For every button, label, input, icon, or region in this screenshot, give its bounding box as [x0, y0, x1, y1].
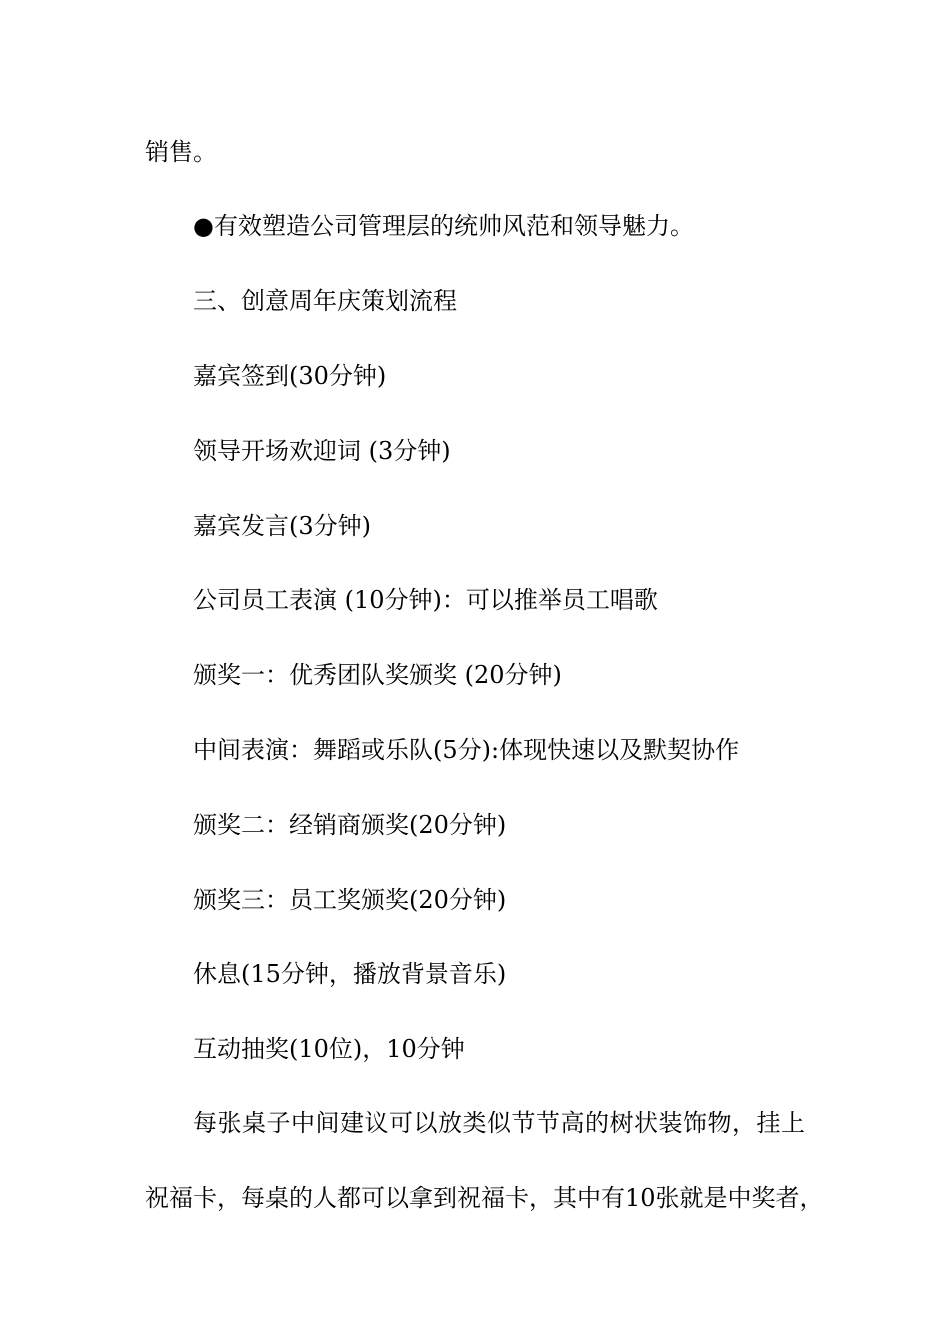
agenda-item-award-three: 颁奖三：员工奖颁奖(20分钟)	[193, 886, 507, 914]
text-line-sales: 销售。	[145, 138, 217, 166]
paragraph-line-2: 祝福卡，每桌的人都可以拿到祝福卡，其中有10张就是中奖者，	[145, 1184, 824, 1212]
bullet-leadership: ●有效塑造公司管理层的统帅风范和领导魅力。	[193, 212, 694, 240]
agenda-item-staff-performance: 公司员工表演 (10分钟)：可以推举员工唱歌	[193, 586, 658, 614]
agenda-item-opening-speech: 领导开场欢迎词 (3分钟)	[193, 437, 451, 465]
agenda-item-award-two: 颁奖二：经销商颁奖(20分钟)	[193, 811, 507, 839]
agenda-item-award-one: 颁奖一：优秀团队奖颁奖 (20分钟)	[193, 661, 562, 689]
agenda-item-checkin: 嘉宾签到(30分钟)	[193, 362, 387, 390]
agenda-item-middle-performance: 中间表演：舞蹈或乐队(5分):体现快速以及默契协作	[193, 736, 740, 764]
section-heading: 三、创意周年庆策划流程	[193, 287, 457, 315]
agenda-item-guest-speech: 嘉宾发言(3分钟)	[193, 512, 371, 540]
paragraph-line-1: 每张桌子中间建议可以放类似节节高的树状装饰物，挂上	[193, 1109, 805, 1137]
agenda-item-lucky-draw: 互动抽奖(10位)，10分钟	[193, 1035, 465, 1063]
agenda-item-break: 休息(15分钟，播放背景音乐)	[193, 960, 507, 988]
